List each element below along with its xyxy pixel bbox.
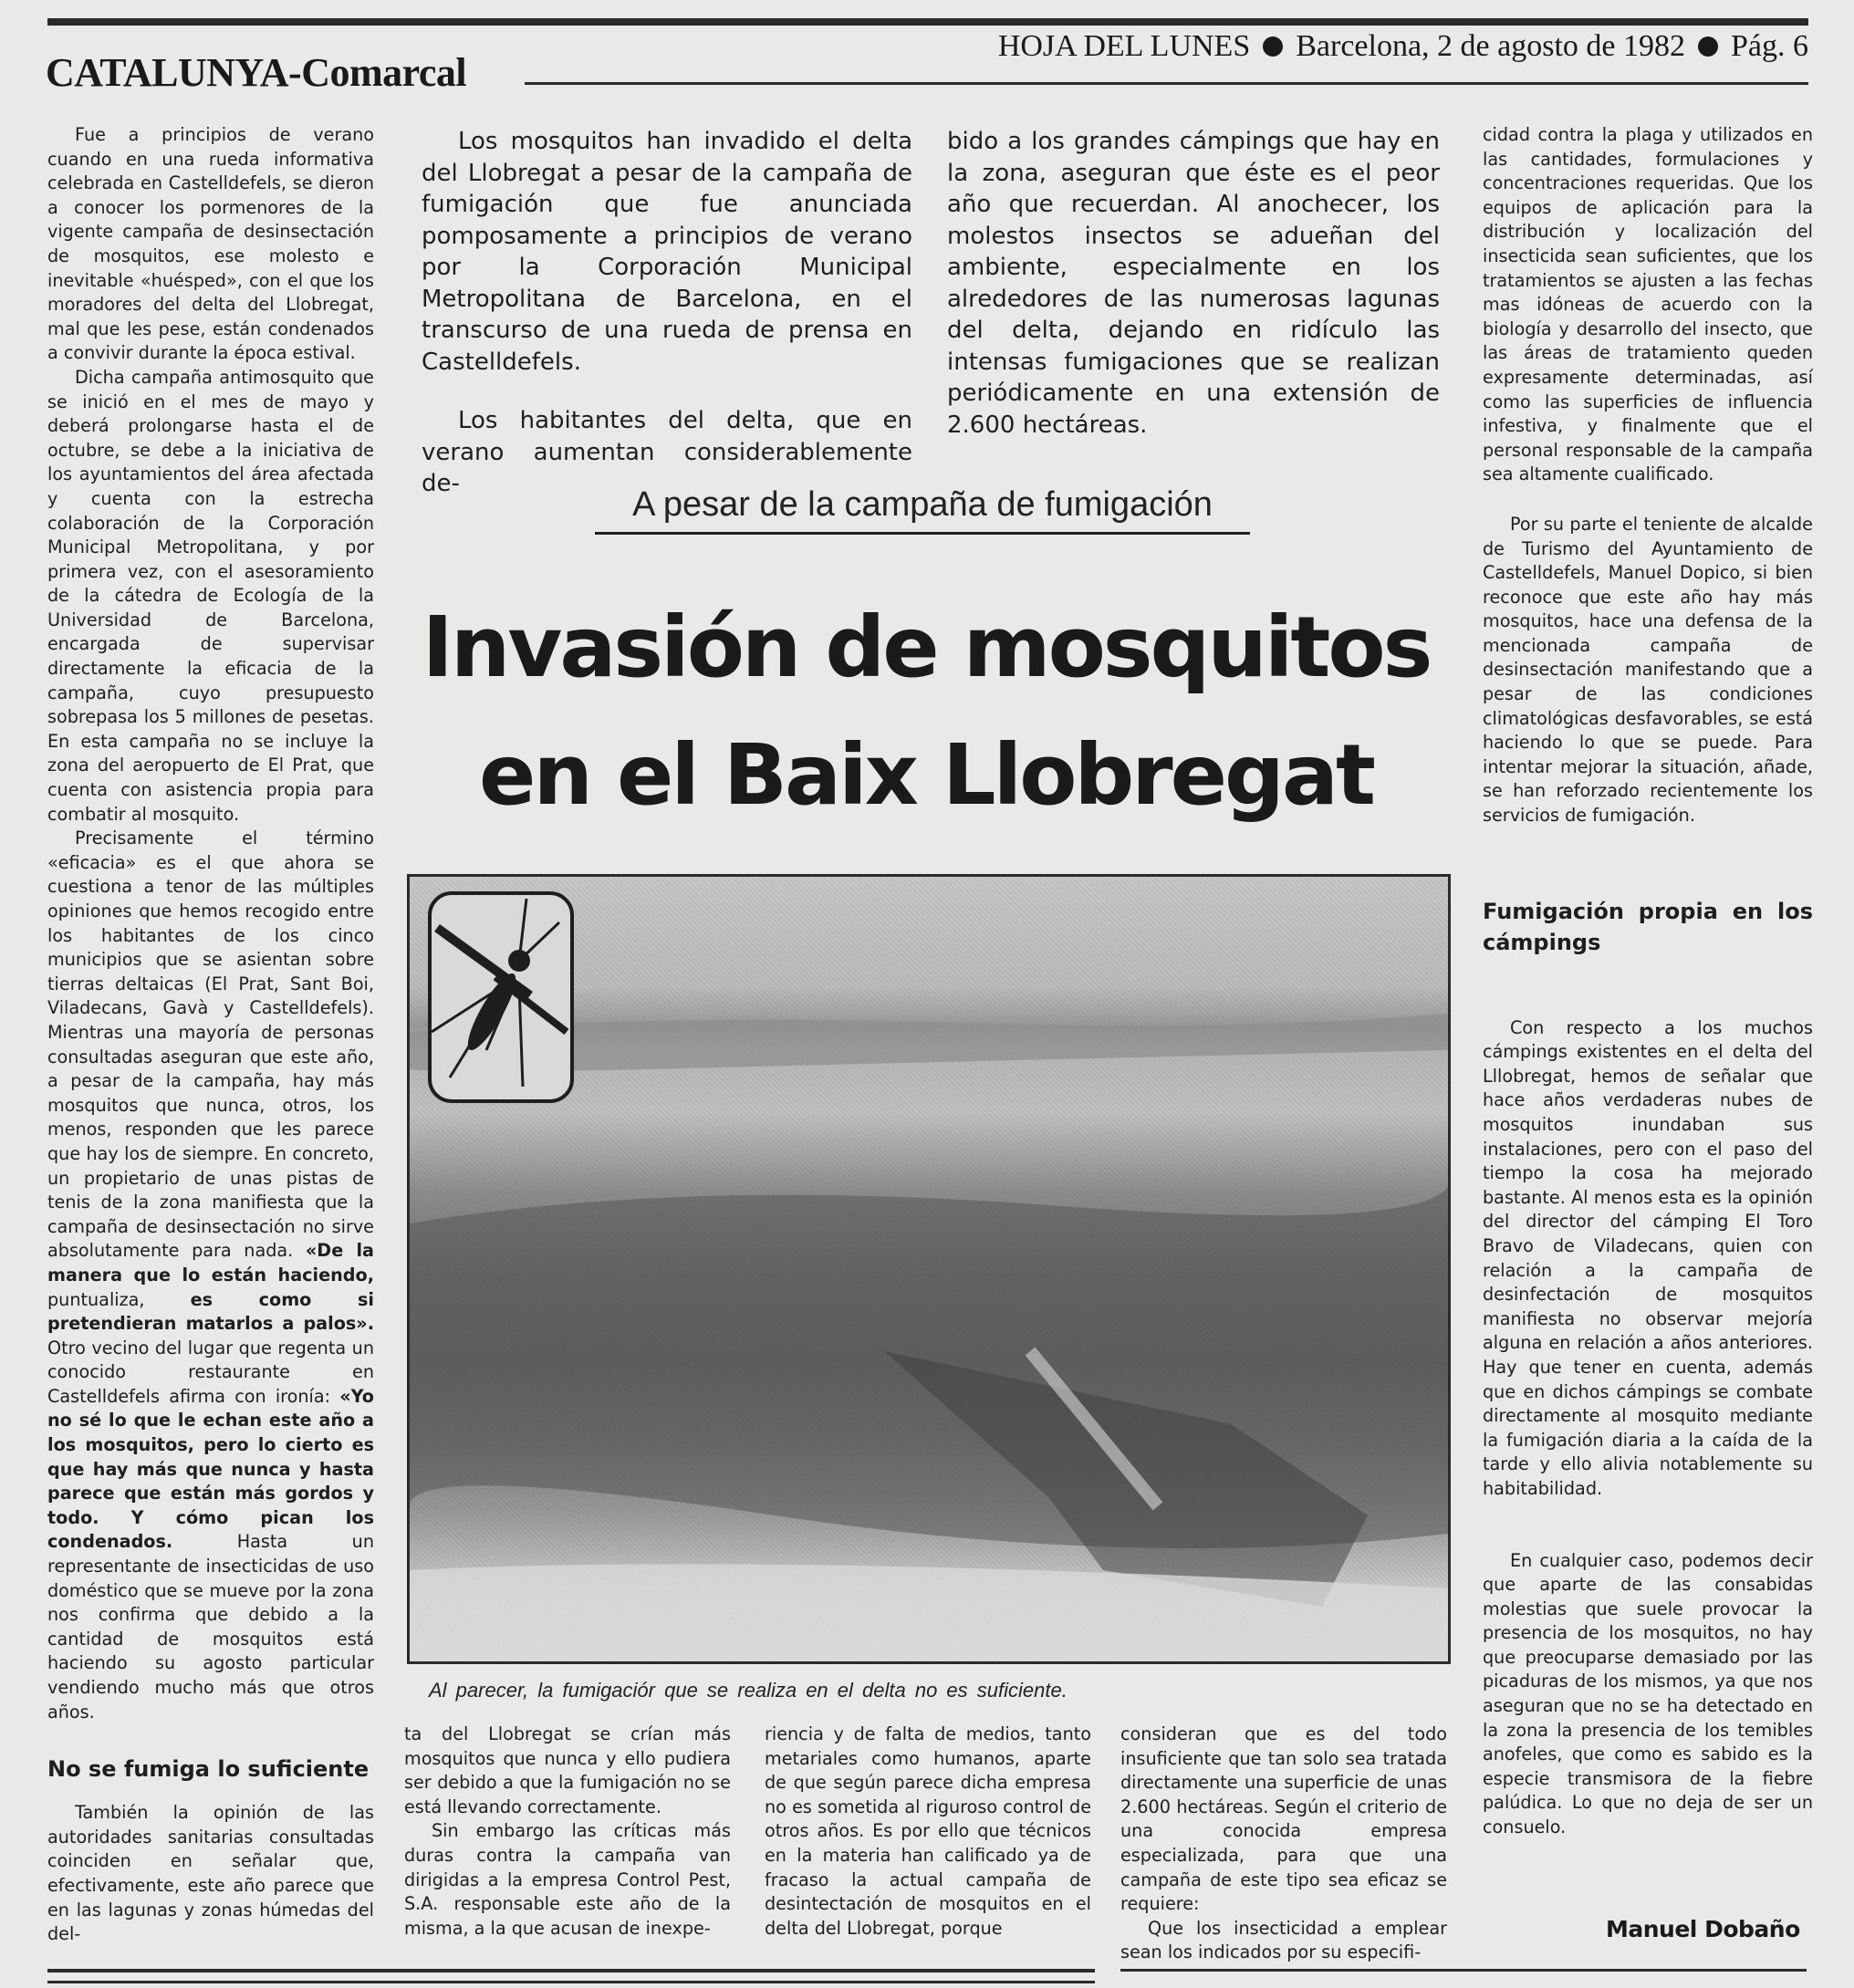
lead-column-1: [422, 126, 912, 500]
lead-paragraph: bido a los grandes cámpings que hay en la zona, aseguran que éste es el peor año que recuerdan. Al anochecer, los molestos insectos se adueñan del ambiente, especialmente en los alrededores de las numerosas lagunas del delta, dejando en ridículo las intensas fumigaciones que se realizan periódicamente en una extensión de 2.600 hectáreas.: [947, 128, 1440, 439]
paragraph: ta del Llobregat se crían más mosquitos que nunca y ello pudiera ser debido a que la fumigación no se está llevando correctamente.: [404, 1723, 731, 1817]
paragraph: Sin embargo las críticas más duras contra la campaña van dirigidas a la empresa Control Pest, S.A. responsable este año de la misma, a la que acusan de inexpe-: [404, 1820, 731, 1939]
text-run: puntualiza,: [47, 1288, 191, 1310]
paragraph: Con respecto a los muchos cámpings existentes en el delta del Lllobregat, hemos de señalar que hace años verdaderas nubes de mosquitos inundaban sus instalaciones, pero con el paso del tiempo la cosa ha mejorado bastante. Al menos esta es la opinión del director del cámping El Toro Bravo de Viladecans, quien con relación a la campaña de desinfectación de mosquitos manifiesta no observar mejoría alguna en relación a años anteriores. Hay que tener en cuenta, además que en dichos cámpings se combate directamente al mosquito mediante la fumigación diaria a la caída de la tarde y ello alivia notablemente su habitabilidad.: [1483, 1016, 1813, 1499]
byline: Manuel Dobaño: [1606, 1916, 1800, 1942]
bottom-column-1: [404, 1723, 731, 1941]
bullet-icon: [1263, 36, 1283, 57]
top-rule: [47, 18, 1808, 26]
left-column: [47, 123, 374, 1947]
text-run: Precisamente el término «eficacia» es el que ahora se cuestiona a tenor de las múltiples opiniones que hemos recogido entre los habitantes de los cinco municipios que se asientan sobre tierras deltaicas (El Prat, Sant Boi, Viladecans, Gavà y Castelldefels). Mientras una mayoría de personas consultadas aseguran que este año, a pesar de la campaña, hay más mosquitos que nunca, otros, los menos, responden que les parece que hay los de siempre. En concreto, un propietario de unas pistas de tenis de la zona manifiesta que la campaña de desinsectación no sirve absolutamente para nada.: [47, 827, 374, 1262]
paragraph: También la opinión de las autoridades sanitarias consultadas coinciden en señalar que, efectivamente, este año parece que en las lagunas y zonas húmedas del del-: [47, 1802, 374, 1945]
mosquito-icon: [428, 891, 574, 1103]
lead-paragraph: Los habitantes del delta, que en verano aumentan considerablemente de-: [422, 407, 912, 497]
quote-bold: «De la manera que lo están haciendo,: [47, 1240, 374, 1285]
page-number: Pág. 6: [1731, 29, 1808, 63]
publication-name: HOJA DEL LUNES: [997, 29, 1251, 63]
quote-bold: «Yo no sé lo que le echan este año a los mosquitos, pero lo cierto es que hay más que nunca y hasta parece que están más gordos y todo. Y cómo pican los condenados.: [47, 1385, 374, 1553]
bottom-rule: [47, 1969, 1095, 1972]
paragraph: En cualquier caso, podemos decir que aparte de las consabidas molestias que suele provocar la presencia de los mosquitos, no hay que preocuparse demasiado por las picaduras de los mismos, ya que nos aseguran que no se ha detectado en la zona la presencia de los temibles anofeles, que como es sabido es la especie transmisora de la fiebre palúdica. Lo que no deja de ser un consuelo.: [1483, 1549, 1813, 1838]
paragraph: Fue a principios de verano cuando en una rueda informativa celebrada en Castelldefels, se dieron a conocer los pormenores de la vigente campaña de desinsectación de mosquitos, ese molesto e inevitable «huésped», con el que los moradores del delta del Llobregat, mal que les pese, están condenados a convivir durante la época estival.: [47, 124, 374, 364]
quote-bold: es como si pretendieran matarlos a palos».: [47, 1288, 374, 1335]
paragraph: cidad contra la plaga y utilizados en las cantidades, formulaciones y concentraciones requeridas. Que los equipos de aplicación para la distribución y localización del insecticida sean suficientes, que los tratamientos se ajusten a las fechas mas idóneas de acuerdo con la biología y desarrollo del insecto, que las áreas de tratamiento queden expresamente determinadas, así como las superficies de influencia infestiva, y finalmente que el personal responsable de la campaña sea altamente cualificado.: [1483, 124, 1813, 485]
paragraph: Por su parte el teniente de alcalde de Turismo del Ayuntamiento de Castelldefels, Manuel Dopico, si bien reconoce que este año hay más mosquitos, hace una defensa de la mencionada campaña de desinsectación manifestando que a pesar de las condiciones climatológicas desfavorables, se está haciendo lo que se puede. Para intentar mejorar la situación, añade, se han reforzado recientemente los servicios de fumigación.: [1483, 513, 1813, 827]
paragraph: Dicha campaña antimosquito que se inició en el mes de mayo y deberá prolongarse hasta el de octubre, se debe a la iniciativa de los ayuntamientos del área afectada y cuenta con la estrecha colaboración de la Corporación Municipal Metropolitana, y por primera vez, con el asesoramiento de la cátedra de Ecología de la Universidad de Barcelona, encargada de supervisar directamente la eficacia de la campaña, cuyo presupuesto sobrepasa los 5 millones de pesetas. En esta campaña no se incluye la zona del aeropuerto de El Prat, que cuenta con asistencia propia para combatir al mosquito.: [47, 366, 374, 825]
paragraph: Que los insecticidad a emplear sean los indicados por su especifi-: [1120, 1917, 1447, 1963]
headline-line: en el Baix Llobregat: [479, 726, 1373, 824]
kicker-underline: [595, 532, 1250, 535]
paragraph: riencia y de falta de medios, tanto metariales como humanos, aparte de que según parece dicha empresa no es sometida al riguroso control de otros años. Es por ello que técnicos en la materia han calificado ya de fracaso la actual campaña de desintectación de mosquitos en el delta del Llobregat, porque: [765, 1723, 1091, 1939]
subheading: No se fumiga lo suficiente: [47, 1756, 370, 1783]
bottom-rule: [47, 1981, 1095, 1983]
section-title: CATALUNYA-Comarcal: [46, 50, 467, 95]
dateline: Barcelona, 2 de agosto de 1982: [1296, 29, 1685, 63]
lead-column-2: [947, 126, 1440, 441]
section-rule: [525, 82, 1808, 85]
subheading: Fumigación propia en los cámpings: [1483, 898, 1813, 955]
bottom-rule: [1120, 1969, 1807, 1972]
photo-caption: Al parecer, la fumigaciór que se realiza en el delta no es suficiente.: [429, 1679, 1068, 1702]
article-photo: [407, 874, 1451, 1664]
right-column: [1483, 123, 1813, 1840]
paragraph: consideran que es del todo insuficiente que tan solo sea tratada directamente una superficie de unas 2.600 hectáreas. Según el criterio de una conocida empresa especializada, para que una campaña de este tipo sea eficaz se requiere:: [1120, 1723, 1447, 1915]
paragraph: [47, 827, 374, 1724]
bottom-column-3: [1120, 1723, 1447, 1965]
text-run: Hasta un representante de insecticidas de uso doméstico que se mueve por la zona nos confirma que debido a la cantidad de mosquitos está haciendo su agosto particular vendiendo mucho más que otros años.: [47, 1531, 374, 1723]
kicker: A pesar de la campaña de fumigación: [632, 485, 1213, 524]
masthead: [998, 29, 1808, 64]
bottom-column-2: [765, 1723, 1091, 1941]
headline: [401, 584, 1451, 839]
headline-line: Invasión de mosquitos: [422, 598, 1431, 696]
lead-paragraph: Los mosquitos han invadido el delta del Llobregat a pesar de la campaña de fumigación que fue anunciada pomposamente a principios de verano por la Corporación Municipal Metropolitana de Barcelona, en el transcurso de una rueda de prensa en Castelldefels.: [422, 128, 912, 376]
bullet-icon: [1698, 36, 1718, 57]
text-run: Otro vecino del lugar que regenta un conocido restaurante en Castelldefels afirma con ironía:: [47, 1337, 374, 1407]
